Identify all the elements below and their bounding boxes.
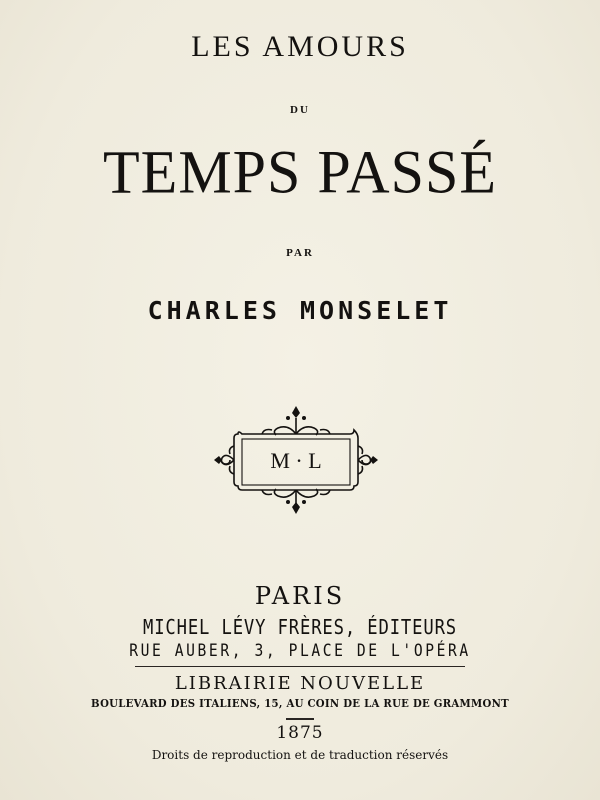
- publisher-address: RUE AUBER, 3, PLACE DE L'OPÉRA: [129, 641, 471, 661]
- by-connector: PAR: [286, 247, 314, 259]
- bookshop-name: LIBRAIRIE NOUVELLE: [174, 673, 426, 694]
- divider-rule: [135, 666, 465, 667]
- rights-notice: Droits de reproduction et de traduction réservés: [151, 748, 449, 762]
- bookshop-address: BOULEVARD DES ITALIENS, 15, AU COIN DE LA RUE DE GRAMMONT: [91, 697, 509, 710]
- publisher-vignette: [212, 404, 380, 516]
- title-line-1: LES AMOURS: [191, 30, 409, 63]
- title-connector: DU: [290, 104, 310, 116]
- short-rule: [286, 718, 314, 720]
- imprint-city: PARIS: [254, 582, 346, 610]
- publisher-name: MICHEL LÉVY FRÈRES, ÉDITEURS: [142, 615, 458, 639]
- author-name: CHARLES MONSELET: [147, 296, 453, 325]
- vignette-monogram: M · L: [270, 448, 322, 473]
- title-line-2: TEMPS PASSÉ: [103, 138, 497, 206]
- publication-year: 1875: [276, 723, 324, 743]
